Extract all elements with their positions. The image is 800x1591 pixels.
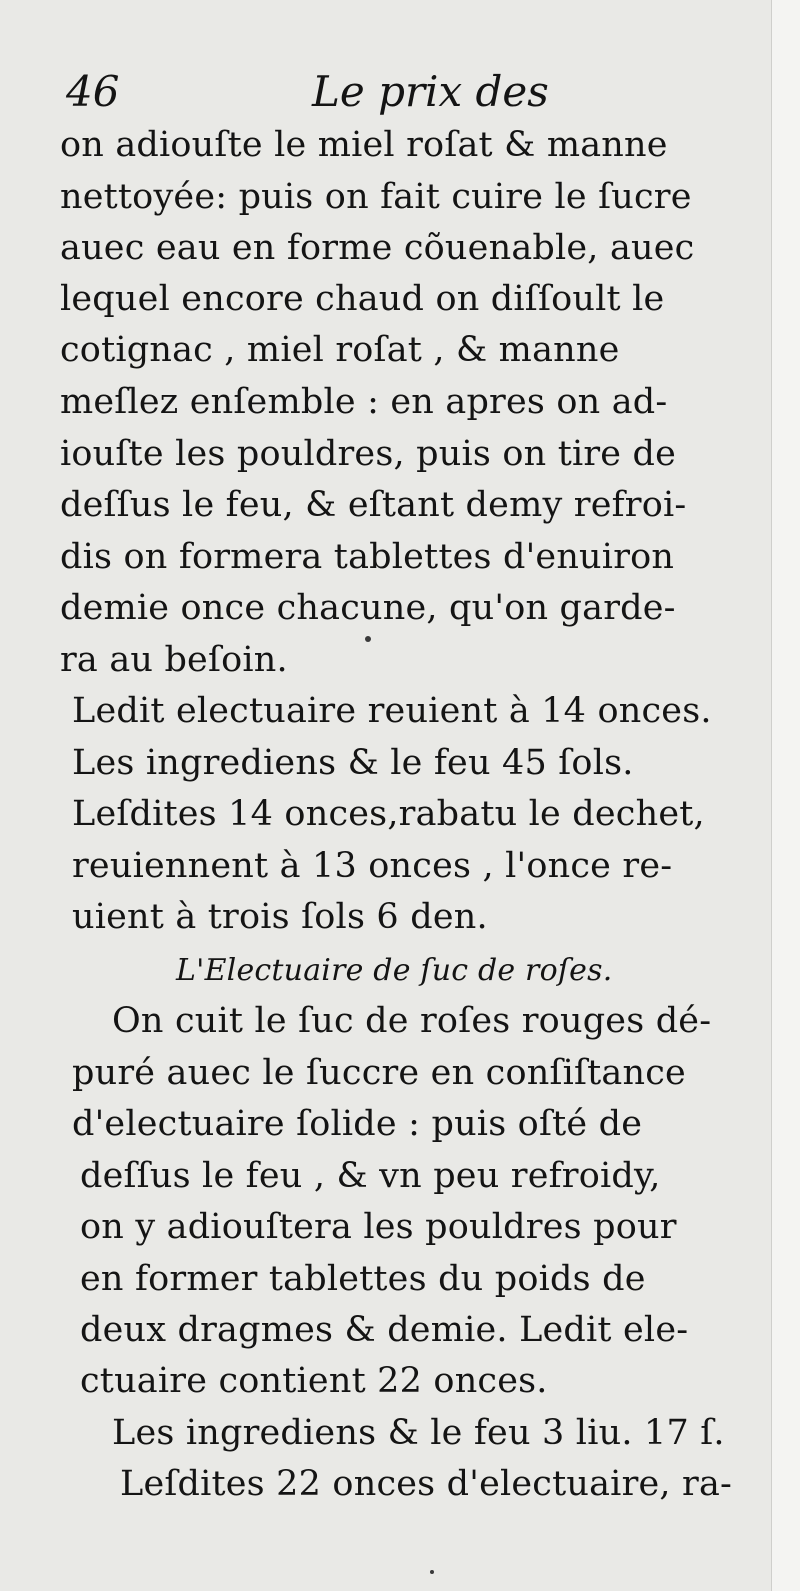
text-line: Leſdites 22 onces d'electuaire, ra-	[120, 1464, 733, 1504]
text-line: en former tablettes du poids de	[80, 1259, 646, 1299]
text-line: Ledit electuaire reuient à 14 onces.	[72, 691, 712, 731]
text-line: lequel encore chaud on diſſoult le	[60, 279, 665, 319]
text-line: iouſte les pouldres, puis on tire de	[60, 434, 677, 474]
text-line: ra au beſoin.	[60, 640, 288, 680]
text-line: d'electuaire ſolide : puis oſté de	[72, 1104, 643, 1144]
text-line: auec eau en forme cõuenable, auec	[60, 228, 695, 268]
text-line: Les ingrediens & le feu 3 liu. 17 ſ.	[112, 1413, 725, 1453]
text-line: demie once chacune, qu'on garde-	[60, 588, 676, 628]
text-line: ctuaire contient 22 onces.	[80, 1361, 548, 1401]
text-line: deſſus le feu, & eſtant demy refroi-	[60, 485, 687, 525]
text-line: deſſus le feu , & vn peu refroidy,	[80, 1156, 661, 1196]
ink-speck	[430, 1570, 434, 1574]
text-line: reuiennent à 13 onces , l'once re-	[72, 846, 673, 886]
text-line: puré auec le ſuccre en conſiſtance	[72, 1053, 686, 1093]
page-header	[66, 62, 766, 122]
text-line: meſlez enſemble : en apres on ad-	[60, 382, 668, 422]
section-heading: L'Electuaire de ſuc de roſes.	[176, 953, 613, 988]
ink-speck	[365, 636, 371, 642]
text-line: dis on formera tablettes d'enuiron	[60, 537, 675, 577]
text-line: On cuit le ſuc de roſes rouges dé-	[112, 1001, 712, 1041]
text-line: on adiouſte le miel roſat & manne	[60, 125, 668, 165]
text-line: uient à trois ſols 6 den.	[72, 897, 488, 937]
page-edge	[771, 0, 800, 1591]
text-line: on y adiouſtera les pouldres pour	[80, 1207, 677, 1247]
text-line: Les ingrediens & le feu 45 ſols.	[72, 743, 634, 783]
text-line: Leſdites 14 onces,rabatu le dechet,	[72, 794, 705, 834]
text-line: cotignac , miel roſat , & manne	[60, 330, 620, 370]
page-number: 46	[66, 67, 120, 116]
text-line: nettoyée: puis on fait cuire le ſucre	[60, 177, 692, 217]
text-line: deux dragmes & demie. Ledit ele-	[80, 1310, 689, 1350]
running-title: Le prix des	[312, 67, 549, 116]
